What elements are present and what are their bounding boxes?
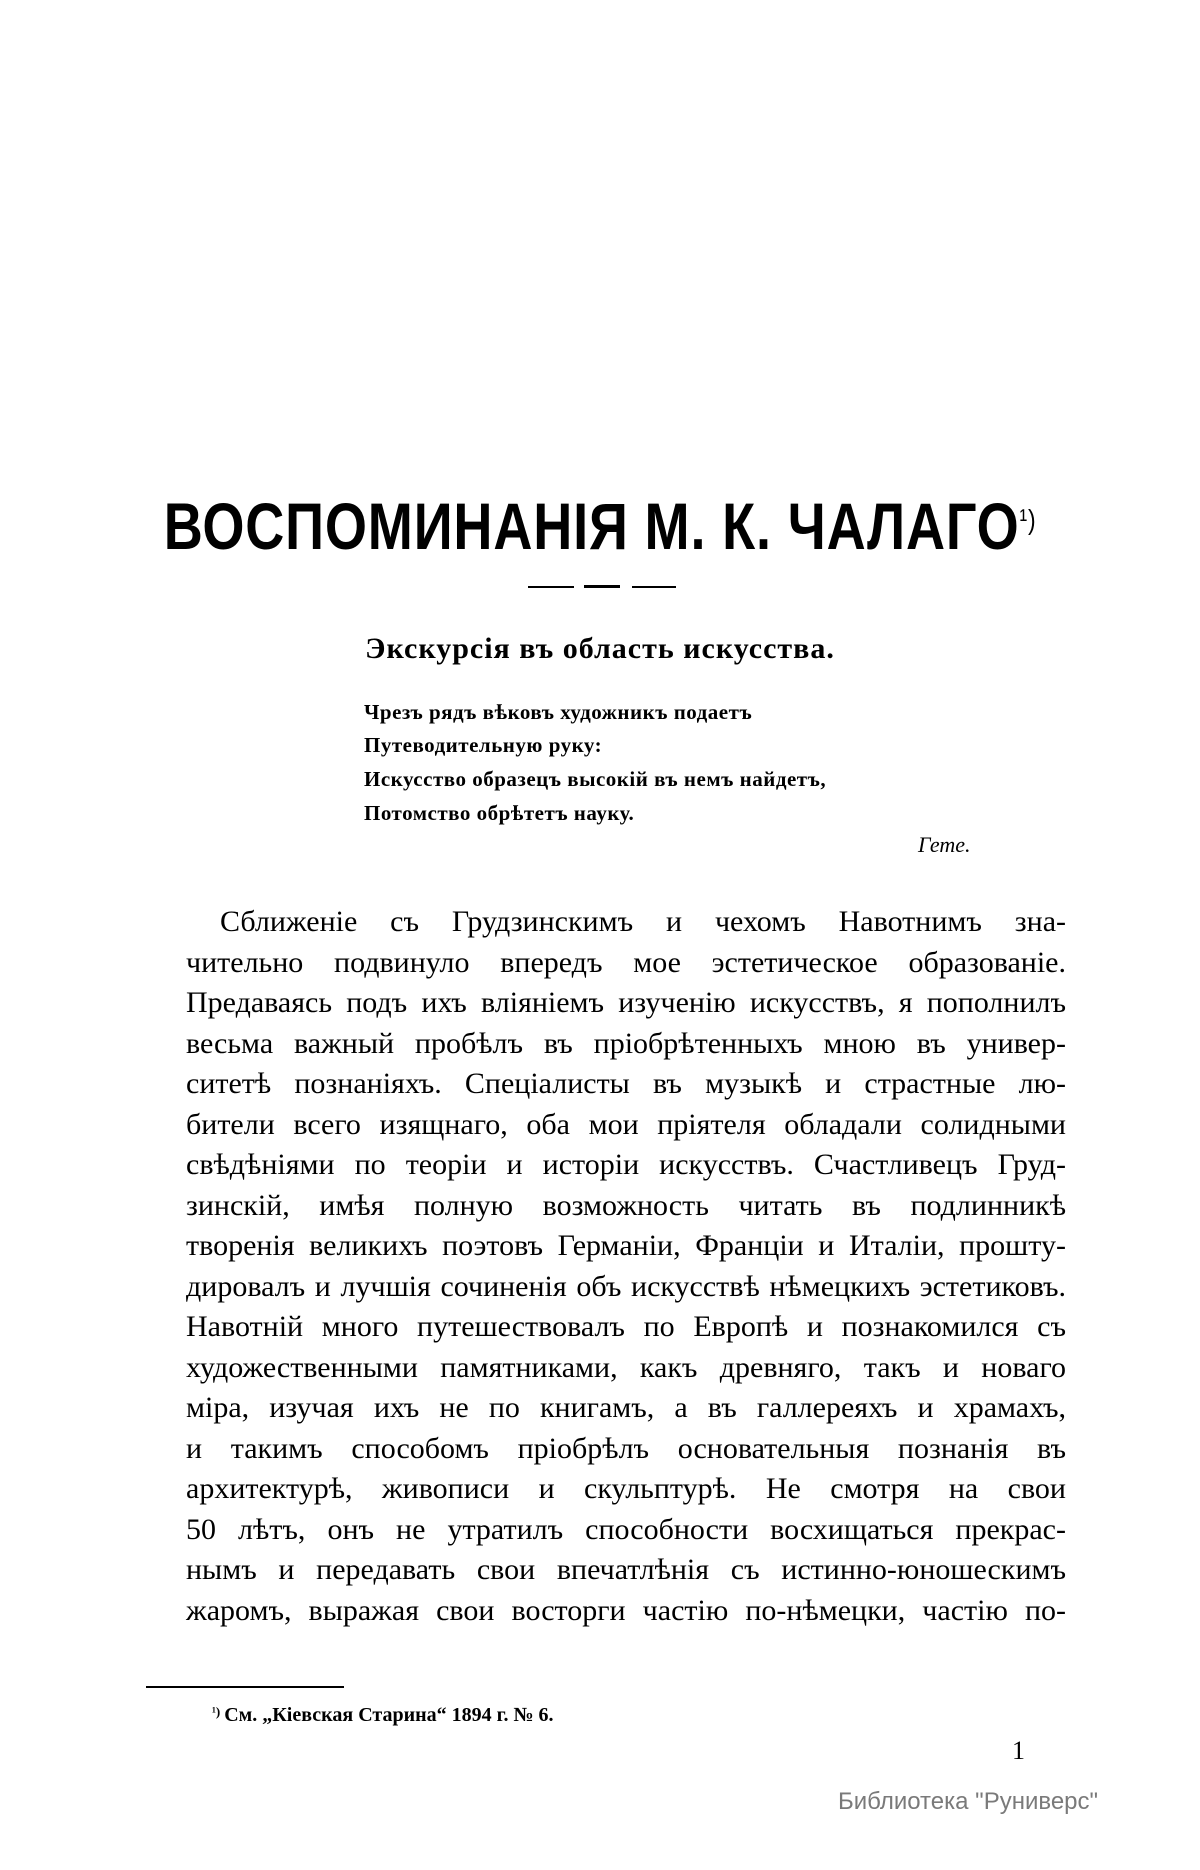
body-line: Навотній много путешествовалъ по Европѣ и познакомился съ [186, 1310, 1066, 1343]
epigraph-author: Гете. [918, 832, 971, 857]
body-line: творенія великихъ поэтовъ Германіи, Франціи и Италіи, прошту- [186, 1229, 1066, 1262]
epigraph-line: Искусство образецъ высокій въ немъ найдетъ, [364, 767, 827, 791]
body-line: зинскій, имѣя полную возможность читать въ подлинникѣ [186, 1188, 1066, 1222]
ornament-divider [528, 586, 676, 590]
library-watermark: Библиотека "Руниверс" [838, 1788, 1099, 1815]
footnote-mark: ¹) [212, 1704, 221, 1719]
body-line: и такимъ способомъ пріобрѣлъ основательныя познанія въ [186, 1431, 1066, 1465]
epigraph-line: Потомство обрѣтетъ науку. [364, 801, 635, 825]
body-line: архитектурѣ, живописи и скульптурѣ. Не смотря на свои [186, 1472, 1066, 1505]
title-text: ВОСПОМИНАНІЯ М. К. ЧАЛАГО [163, 489, 1020, 563]
footnote [212, 1704, 554, 1727]
body-line: бители всего изящнаго, оба мои пріятеля обладали солидными [186, 1107, 1066, 1141]
body-line: свѣдѣніями по теоріи и исторіи искусствъ. Счастливецъ Груд- [186, 1148, 1066, 1181]
body-line: чительно подвинуло впередъ мое эстетическое образованіе. [186, 945, 1066, 979]
body-line: 50 лѣтъ, онъ не утратилъ способности восхищаться прекрас- [186, 1512, 1066, 1546]
body-line: жаромъ, выражая свои восторги частію по-нѣмецки, частію по- [186, 1593, 1066, 1627]
page-title [0, 486, 1200, 566]
body-line: Предаваясь подъ ихъ вліяніемъ изученію искусствъ, я пополнилъ [186, 986, 1066, 1019]
chapter-subtitle: Экскурсія въ область искусства. [365, 632, 835, 665]
body-line: ситетѣ познаніяхъ. Спеціалисты въ музыкѣ и страстные лю- [186, 1067, 1066, 1100]
epigraph-line: Путеводительную руку: [364, 733, 603, 757]
epigraph-line: Чрезъ рядъ вѣковъ художникъ подаетъ [364, 700, 753, 724]
body-line: художественными памятниками, какъ древняго, такъ и новаго [186, 1350, 1066, 1384]
body-line: весьма важный пробѣлъ въ пріобрѣтенныхъ мною въ универ- [186, 1026, 1066, 1060]
body-line: нымъ и передавать свои впечатлѣнія съ истинно-юношескимъ [186, 1553, 1066, 1586]
body-text [186, 902, 1066, 1631]
title-footnote-mark[interactable]: ¹) [1019, 504, 1037, 535]
body-line: міра, изучая ихъ не по книгамъ, а въ галлереяхъ и храмахъ, [186, 1391, 1066, 1424]
footnote-rule [146, 1686, 344, 1688]
footnote-text: См. „Кіевская Старина“ 1894 г. № 6. [224, 1704, 554, 1726]
page-number: 1 [1012, 1736, 1025, 1765]
body-line: Сближеніе съ Грудзинскимъ и чехомъ Навотнимъ зна- [220, 905, 1066, 938]
body-line: дировалъ и лучшія сочиненія объ искусствѣ нѣмецкихъ эстетиковъ. [186, 1269, 1066, 1303]
